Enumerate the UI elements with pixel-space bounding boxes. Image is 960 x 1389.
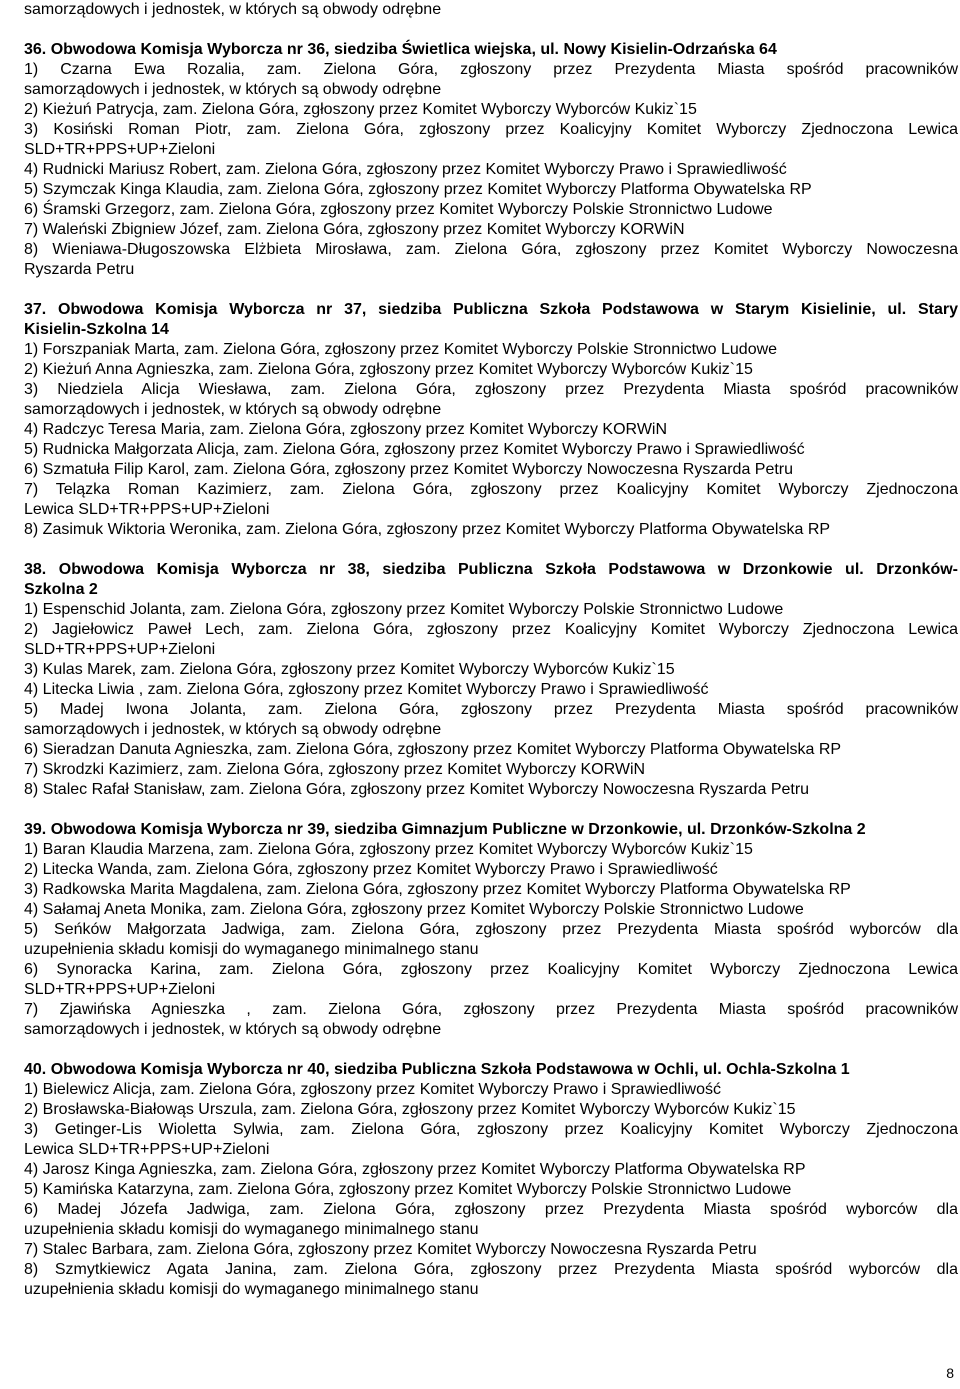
member-entry-line: 1) Espenschid Jolanta, zam. Zielona Góra, zgłoszony przez Komitet Wyborczy Polskie Stronnictwo Ludowe: [24, 601, 784, 618]
member-entry-line: 6) Synoracka Karina, zam. Zielona Góra, zgłoszony przez Koalicyjny Komitet Wyborczy Zjednoczona Lewica: [24, 961, 958, 978]
member-entry-line: 6) Śramski Grzegorz, zam. Zielona Góra, zgłoszony przez Komitet Wyborczy Polskie Stronnictwo Ludowe: [24, 201, 773, 218]
member-entry-line: 6) Szmatuła Filip Karol, zam. Zielona Góra, zgłoszony przez Komitet Wyborczy Nowoczesna Ryszarda Petru: [24, 461, 794, 478]
member-entry-line: 3) Niedziela Alicja Wiesława, zam. Zielona Góra, zgłoszony przez Prezydenta Miasta spośród pracowników: [24, 381, 958, 398]
member-entry-line: Lewica SLD+TR+PPS+UP+Zieloni: [24, 501, 270, 518]
member-entry-line: samorządowych i jednostek, w których są obwody odrębne: [24, 81, 442, 98]
member-entry-line: uzupełnienia składu komisji do wymaganego minimalnego stanu: [24, 1281, 479, 1298]
member-entry-line: 2) Litecka Wanda, zam. Zielona Góra, zgłoszony przez Komitet Wyborczy Prawo i Sprawiedliwość: [24, 861, 718, 878]
section-heading: Kisielin-Szkolna 14: [24, 321, 169, 338]
member-entry-line: 5) Rudnicka Małgorzata Alicja, zam. Zielona Góra, zgłoszony przez Komitet Wyborczy Prawo i Sprawiedliwość: [24, 441, 805, 458]
member-entry-line: 2) Kieżuń Patrycja, zam. Zielona Góra, zgłoszony przez Komitet Wyborczy Wyborców Kukiz`15: [24, 101, 697, 118]
member-entry-line: 6) Sieradzan Danuta Agnieszka, zam. Zielona Góra, zgłoszony przez Komitet Wyborczy Platforma Obywatelska RP: [24, 741, 842, 758]
member-entry-line: 7) Telązka Roman Kazimierz, zam. Zielona Góra, zgłoszony przez Koalicyjny Komitet Wyborczy Zjednoczona: [24, 481, 958, 498]
member-entry-line: Ryszarda Petru: [24, 261, 135, 278]
member-entry-line: 5) Szymczak Kinga Klaudia, zam. Zielona Góra, zgłoszony przez Komitet Wyborczy Platforma Obywatelska RP: [24, 181, 812, 198]
member-entry-line: 2) Kieżuń Anna Agnieszka, zam. Zielona Góra, zgłoszony przez Komitet Wyborczy Wyborców Kukiz`15: [24, 361, 753, 378]
section-heading: 38. Obwodowa Komisja Wyborcza nr 38, siedziba Publiczna Szkoła Podstawowa w Drzonkowie ul. Drzonków-: [24, 561, 958, 578]
member-entry-line: uzupełnienia składu komisji do wymaganego minimalnego stanu: [24, 941, 479, 958]
member-entry-line: 7) Stalec Barbara, zam. Zielona Góra, zgłoszony przez Komitet Wyborczy Nowoczesna Ryszarda Petru: [24, 1241, 757, 1258]
member-entry-line: 7) Waleński Zbigniew Józef, zam. Zielona Góra, zgłoszony przez Komitet Wyborczy KORWiN: [24, 221, 685, 238]
commission-section: [24, 560, 958, 800]
member-entry-line: SLD+TR+PPS+UP+Zieloni: [24, 141, 216, 158]
member-entry-line: 5) Madej Iwona Jolanta, zam. Zielona Góra, zgłoszony przez Prezydenta Miasta spośród pracowników: [24, 701, 958, 718]
intro-continuation-line: samorządowych i jednostek, w których są obwody odrębne: [24, 1, 442, 18]
member-entry-line: 4) Litecka Liwia , zam. Zielona Góra, zgłoszony przez Komitet Wyborczy Prawo i Sprawiedliwość: [24, 681, 709, 698]
section-heading: 37. Obwodowa Komisja Wyborcza nr 37, siedziba Publiczna Szkoła Podstawowa w Starym Kisielinie, ul. Stary: [24, 301, 958, 318]
member-entry-line: 5) Seńków Małgorzata Jadwiga, zam. Zielona Góra, zgłoszony przez Prezydenta Miasta spośród wyborców dla: [24, 921, 958, 938]
member-entry-line: 4) Sałamaj Aneta Monika, zam. Zielona Góra, zgłoszony przez Komitet Wyborczy Polskie Stronnictwo Ludowe: [24, 901, 804, 918]
commission-sections: [24, 40, 958, 1300]
commission-section: [24, 40, 958, 280]
commission-section: [24, 1060, 958, 1300]
member-entry-line: 6) Madej Józefa Jadwiga, zam. Zielona Góra, zgłoszony przez Prezydenta Miasta spośród wyborców dla: [24, 1201, 958, 1218]
section-heading: 40. Obwodowa Komisja Wyborcza nr 40, siedziba Publiczna Szkoła Podstawowa w Ochli, ul. Ochla-Szkolna 1: [24, 1061, 850, 1078]
member-entry-line: 5) Kamińska Katarzyna, zam. Zielona Góra, zgłoszony przez Komitet Wyborczy Polskie Stronnictwo Ludowe: [24, 1181, 792, 1198]
member-entry-line: SLD+TR+PPS+UP+Zieloni: [24, 981, 216, 998]
document-page: [24, 0, 958, 1300]
member-entry-line: 3) Radkowska Marita Magdalena, zam. Zielona Góra, zgłoszony przez Komitet Wyborczy Platforma Obywatelska RP: [24, 881, 851, 898]
page-number: 8: [946, 1365, 954, 1381]
section-heading: Szkolna 2: [24, 581, 98, 598]
member-entry-line: 7) Zjawińska Agnieszka , zam. Zielona Góra, zgłoszony przez Prezydenta Miasta spośród pracowników: [24, 1001, 958, 1018]
commission-section: [24, 300, 958, 540]
member-entry-line: samorządowych i jednostek, w których są obwody odrębne: [24, 1021, 442, 1038]
member-entry-line: 1) Baran Klaudia Marzena, zam. Zielona Góra, zgłoszony przez Komitet Wyborczy Wyborców Kukiz`15: [24, 841, 753, 858]
member-entry-line: 1) Bielewicz Alicja, zam. Zielona Góra, zgłoszony przez Komitet Wyborczy Prawo i Sprawiedliwość: [24, 1081, 721, 1098]
member-entry-line: 3) Getinger-Lis Wioletta Sylwia, zam. Zielona Góra, zgłoszony przez Koalicyjny Komitet Wyborczy Zjednoczona: [24, 1121, 958, 1138]
member-entry-line: 2) Jagiełowicz Paweł Lech, zam. Zielona Góra, zgłoszony przez Koalicyjny Komitet Wyborczy Zjednoczona Lewica: [24, 621, 958, 638]
member-entry-line: 8) Szmytkiewicz Agata Janina, zam. Zielona Góra, zgłoszony przez Prezydenta Miasta spośród wyborców dla: [24, 1261, 958, 1278]
member-entry-line: 2) Brosławska-Białowąs Urszula, zam. Zielona Góra, zgłoszony przez Komitet Wyborczy Wyborców Kukiz`15: [24, 1101, 796, 1118]
member-entry-line: 1) Forszpaniak Marta, zam. Zielona Góra, zgłoszony przez Komitet Wyborczy Polskie Stronnictwo Ludowe: [24, 341, 778, 358]
member-entry-line: samorządowych i jednostek, w których są obwody odrębne: [24, 401, 442, 418]
member-entry-line: 7) Skrodzki Kazimierz, zam. Zielona Góra, zgłoszony przez Komitet Wyborczy KORWiN: [24, 761, 646, 778]
member-entry-line: samorządowych i jednostek, w których są obwody odrębne: [24, 721, 442, 738]
section-heading: 39. Obwodowa Komisja Wyborcza nr 39, siedziba Gimnazjum Publiczne w Drzonkowie, ul. Drzonków-Szkolna 2: [24, 821, 866, 838]
member-entry-line: uzupełnienia składu komisji do wymaganego minimalnego stanu: [24, 1221, 479, 1238]
member-entry-line: 4) Rudnicki Mariusz Robert, zam. Zielona Góra, zgłoszony przez Komitet Wyborczy Prawo i Sprawiedliwość: [24, 161, 787, 178]
member-entry-line: 4) Jarosz Kinga Agnieszka, zam. Zielona Góra, zgłoszony przez Komitet Wyborczy Platforma Obywatelska RP: [24, 1161, 806, 1178]
member-entry-line: 3) Kulas Marek, zam. Zielona Góra, zgłoszony przez Komitet Wyborczy Wyborców Kukiz`15: [24, 661, 675, 678]
member-entry-line: Lewica SLD+TR+PPS+UP+Zieloni: [24, 1141, 270, 1158]
member-entry-line: 3) Kosiński Roman Piotr, zam. Zielona Góra, zgłoszony przez Koalicyjny Komitet Wyborczy Zjednoczona Lewica: [24, 121, 958, 138]
member-entry-line: 4) Radczyc Teresa Maria, zam. Zielona Góra, zgłoszony przez Komitet Wyborczy KORWiN: [24, 421, 668, 438]
commission-section: [24, 820, 958, 1040]
member-entry-line: 1) Czarna Ewa Rozalia, zam. Zielona Góra, zgłoszony przez Prezydenta Miasta spośród pracowników: [24, 61, 958, 78]
member-entry-line: 8) Wieniawa-Długoszowska Elżbieta Mirosława, zam. Zielona Góra, zgłoszony przez Komitet Wyborczy Nowoczesna: [24, 241, 958, 258]
section-heading: 36. Obwodowa Komisja Wyborcza nr 36, siedziba Świetlica wiejska, ul. Nowy Kisielin-Odrzańska 64: [24, 41, 777, 58]
member-entry-line: 8) Stalec Rafał Stanisław, zam. Zielona Góra, zgłoszony przez Komitet Wyborczy Nowoczesna Ryszarda Petru: [24, 781, 810, 798]
member-entry-line: 8) Zasimuk Wiktoria Weronika, zam. Zielona Góra, zgłoszony przez Komitet Wyborczy Platforma Obywatelska RP: [24, 521, 831, 538]
member-entry-line: SLD+TR+PPS+UP+Zieloni: [24, 641, 216, 658]
